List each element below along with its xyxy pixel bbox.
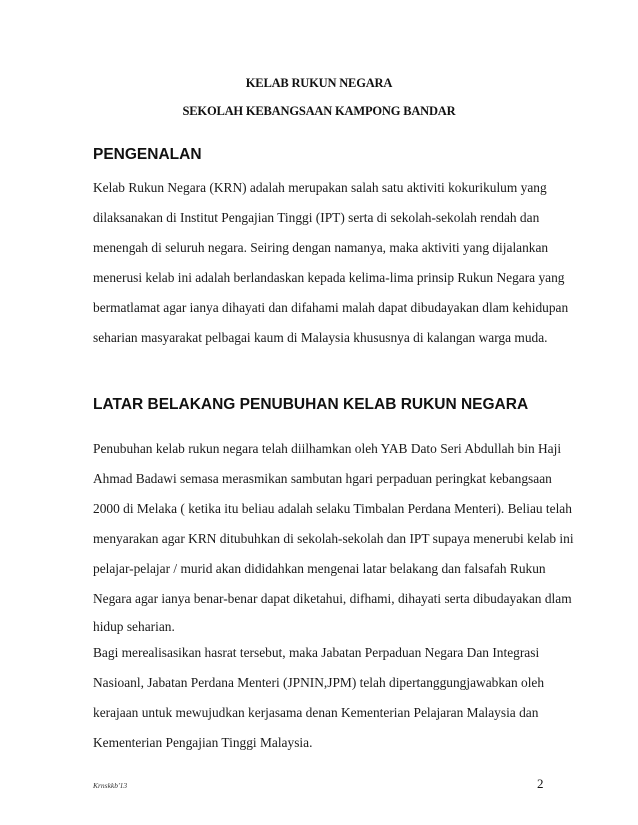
section-heading-latar-belakang: LATAR BELAKANG PENUBUHAN KELAB RUKUN NEGARA (93, 396, 529, 413)
paragraph-line: menerusi kelab ini adalah berlandaskan kepada kelima-lima prinsip Rukun Negara yang (93, 270, 565, 285)
footer-label: Krnskkb'13 (93, 781, 128, 790)
document-title: KELAB RUKUN NEGARA (245, 76, 393, 90)
paragraph-line: 2000 di Melaka ( ketika itu beliau adalah selaku Timbalan Perdana Menteri). Beliau telah (93, 501, 572, 516)
paragraph-line: Kementerian Pengajian Tinggi Malaysia. (93, 735, 313, 750)
section-heading-pengenalan: PENGENALAN (93, 146, 202, 163)
paragraph-line: kerajaan untuk mewujudkan kerjasama denan Kementerian Pelajaran Malaysia dan (93, 705, 539, 720)
paragraph-line: menyarakan agar KRN ditubuhkan di sekolah-sekolah dan IPT supaya menerubi kelab ini (93, 531, 574, 546)
paragraph-line: seharian masyarakat pelbagai kaum di Malaysia khususnya di kalangan warga muda. (93, 330, 548, 345)
paragraph-line: pelajar-pelajar / murid akan dididahkan mengenai latar belakang dan falsafah Rukun (93, 561, 546, 576)
paragraph-line: dilaksanakan di Institut Pengajian Tinggi (IPT) serta di sekolah-sekolah rendah dan (93, 210, 540, 225)
paragraph-line: menengah di seluruh negara. Seiring dengan namanya, maka aktiviti yang dijalankan (93, 240, 549, 255)
page-number: 2 (537, 776, 544, 791)
paragraph-line: Kelab Rukun Negara (KRN) adalah merupakan salah satu aktiviti kokurikulum yang (93, 180, 547, 195)
paragraph-line: Negara agar ianya benar-benar dapat diketahui, difhami, dihayati serta dibudayakan dlam (93, 591, 572, 606)
paragraph-line: hidup seharian. (93, 619, 175, 634)
paragraph-line: Ahmad Badawi semasa merasmikan sambutan hgari perpaduan peringkat kebangsaan (93, 471, 552, 486)
paragraph-line: Penubuhan kelab rukun negara telah diilhamkan oleh YAB Dato Seri Abdullah bin Haji (93, 441, 562, 456)
paragraph-line: bermatlamat agar ianya dihayati dan difahami malah dapat dibudayakan dlam kehidupan (93, 300, 569, 315)
school-name: SEKOLAH KEBANGSAAN KAMPONG BANDAR (182, 104, 456, 118)
paragraph-line: Bagi merealisasikan hasrat tersebut, maka Jabatan Perpaduan Negara Dan Integrasi (93, 645, 540, 660)
paragraph-line: Nasioanl, Jabatan Perdana Menteri (JPNIN,JPM) telah dipertanggungjawabkan oleh (93, 675, 545, 690)
